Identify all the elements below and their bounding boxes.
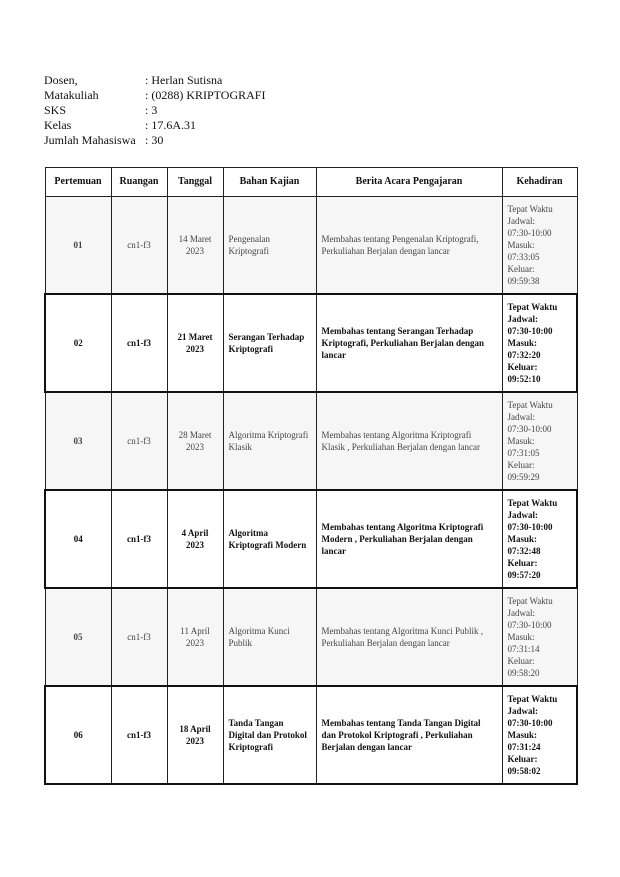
cell-pertemuan: 05 <box>45 588 111 686</box>
info-label: Matakuliah <box>44 88 99 102</box>
kehadiran-line: 09:59:29 <box>507 472 540 482</box>
cell-berita-acara: Membahas tentang Algoritma Kriptografi Modern , Perkuliahan Berjalan dengan lancar <box>316 490 502 588</box>
cell-ruangan: cn1-f3 <box>111 588 167 686</box>
table-row <box>45 294 577 392</box>
kehadiran-line: Masuk: <box>507 436 535 446</box>
cell-kehadiran <box>502 588 577 686</box>
cell-bahan-kajian: Algoritma Kriptografi Klasik <box>223 392 316 490</box>
cell-bahan-kajian: Algoritma Kunci Publik <box>223 588 316 686</box>
column-header-berita-acara: Berita Acara Pengajaran <box>316 168 502 197</box>
kehadiran-line: 07:31:05 <box>507 448 540 458</box>
kehadiran-line: 07:30-10:00 <box>507 228 552 238</box>
kehadiran-line: 09:52:10 <box>507 374 541 384</box>
kehadiran-line: Masuk: <box>507 338 538 348</box>
kehadiran-line: Jadwal: <box>507 706 539 716</box>
kehadiran-line: Tepat Waktu <box>507 204 553 214</box>
cell-ruangan: cn1-f3 <box>111 490 167 588</box>
cell-tanggal: 21 Maret 2023 <box>167 294 223 392</box>
info-row-matakuliah <box>44 88 265 103</box>
info-row-dosen <box>44 73 265 88</box>
kehadiran-line: 07:30-10:00 <box>507 424 552 434</box>
cell-kehadiran <box>502 294 577 392</box>
kehadiran-line: 07:33:05 <box>507 252 540 262</box>
kehadiran-line: Masuk: <box>507 534 538 544</box>
cell-bahan-kajian: Pengenalan Kriptografi <box>223 197 316 295</box>
kehadiran-line: 09:57:20 <box>507 570 541 580</box>
info-value: : 17.6A.31 <box>145 118 196 132</box>
kehadiran-line: 09:58:02 <box>507 766 541 776</box>
kehadiran-line: Tepat Waktu <box>507 694 558 704</box>
cell-pertemuan: 01 <box>45 197 111 295</box>
cell-bahan-kajian: Tanda Tangan Digital dan Protokol Kriptografi <box>223 686 316 784</box>
info-label: Dosen, <box>44 73 78 87</box>
table-row <box>45 197 577 295</box>
kehadiran-line: 07:30-10:00 <box>507 718 553 728</box>
cell-bahan-kajian: Serangan Terhadap Kriptografi <box>223 294 316 392</box>
kehadiran-line: 07:31:24 <box>507 742 541 752</box>
kehadiran-line: Keluar: <box>507 362 538 372</box>
kehadiran-line: 07:30-10:00 <box>507 522 553 532</box>
cell-ruangan: cn1-f3 <box>111 686 167 784</box>
kehadiran-line: 07:30-10:00 <box>507 326 553 336</box>
column-header-ruangan: Ruangan <box>111 168 167 197</box>
kehadiran-line: Jadwal: <box>507 216 535 226</box>
kehadiran-line: 07:32:48 <box>507 546 541 556</box>
cell-tanggal: 11 April 2023 <box>167 588 223 686</box>
cell-ruangan: cn1-f3 <box>111 392 167 490</box>
kehadiran-line: Keluar: <box>507 754 538 764</box>
kehadiran-line: Tepat Waktu <box>507 596 553 606</box>
cell-pertemuan: 04 <box>45 490 111 588</box>
kehadiran-line: Keluar: <box>507 460 535 470</box>
info-row-sks <box>44 103 265 118</box>
info-row-jumlah-mahasiswa <box>44 133 265 148</box>
kehadiran-line: Jadwal: <box>507 510 539 520</box>
cell-tanggal: 18 April 2023 <box>167 686 223 784</box>
kehadiran-line: 07:30-10:00 <box>507 620 552 630</box>
info-value: : 3 <box>145 103 158 117</box>
table-row <box>45 588 577 686</box>
kehadiran-line: Jadwal: <box>507 608 535 618</box>
info-label: Jumlah Mahasiswa <box>44 133 136 147</box>
kehadiran-line: Keluar: <box>507 656 535 666</box>
cell-berita-acara: Membahas tentang Algoritma Kunci Publik , Perkuliahan Berjalan dengan lancar <box>316 588 502 686</box>
table-row <box>45 490 577 588</box>
column-header-tanggal: Tanggal <box>167 168 223 197</box>
attendance-table <box>44 167 578 785</box>
cell-berita-acara: Membahas tentang Serangan Terhadap Kriptografi, Perkuliahan Berjalan dengan lancar <box>316 294 502 392</box>
cell-berita-acara: Membahas tentang Pengenalan Kriptografi, Perkuliahan Berjalan dengan lancar <box>316 197 502 295</box>
kehadiran-line: Tepat Waktu <box>507 302 558 312</box>
cell-tanggal: 14 Maret 2023 <box>167 197 223 295</box>
cell-kehadiran <box>502 392 577 490</box>
cell-pertemuan: 03 <box>45 392 111 490</box>
kehadiran-line: Masuk: <box>507 730 538 740</box>
cell-kehadiran <box>502 490 577 588</box>
info-value: : Herlan Sutisna <box>145 73 223 87</box>
cell-tanggal: 28 Maret 2023 <box>167 392 223 490</box>
kehadiran-line: Jadwal: <box>507 314 539 324</box>
table-header-row <box>45 168 577 197</box>
cell-ruangan: cn1-f3 <box>111 197 167 295</box>
cell-kehadiran <box>502 686 577 784</box>
kehadiran-line: Masuk: <box>507 240 535 250</box>
cell-pertemuan: 06 <box>45 686 111 784</box>
cell-berita-acara: Membahas tentang Tanda Tangan Digital dan Protokol Kriptografi , Perkuliahan Berjalan dengan lancar <box>316 686 502 784</box>
cell-tanggal: 4 April 2023 <box>167 490 223 588</box>
info-label: SKS <box>44 103 67 117</box>
column-header-pertemuan: Pertemuan <box>45 168 111 197</box>
kehadiran-line: 07:31:14 <box>507 644 540 654</box>
info-row-kelas <box>44 118 265 133</box>
cell-kehadiran <box>502 197 577 295</box>
kehadiran-line: Masuk: <box>507 632 535 642</box>
column-header-kehadiran: Kehadiran <box>502 168 577 197</box>
cell-berita-acara: Membahas tentang Algoritma Kriptografi Klasik , Perkuliahan Berjalan dengan lancar <box>316 392 502 490</box>
kehadiran-line: 09:59:38 <box>507 276 540 286</box>
cell-pertemuan: 02 <box>45 294 111 392</box>
table-row <box>45 392 577 490</box>
info-label: Kelas <box>44 118 72 132</box>
column-header-bahan-kajian: Bahan Kajian <box>223 168 316 197</box>
cell-bahan-kajian: Algoritma Kriptografi Modern <box>223 490 316 588</box>
info-value: : (0288) KRIPTOGRAFI <box>145 88 266 102</box>
course-info <box>44 73 265 148</box>
kehadiran-line: Tepat Waktu <box>507 400 553 410</box>
info-value: : 30 <box>145 133 164 147</box>
kehadiran-line: Keluar: <box>507 558 538 568</box>
kehadiran-line: Jadwal: <box>507 412 535 422</box>
kehadiran-line: 07:32:20 <box>507 350 541 360</box>
kehadiran-line: Keluar: <box>507 264 535 274</box>
kehadiran-line: Tepat Waktu <box>507 498 558 508</box>
kehadiran-line: 09:58:20 <box>507 668 540 678</box>
table-row <box>45 686 577 784</box>
cell-ruangan: cn1-f3 <box>111 294 167 392</box>
